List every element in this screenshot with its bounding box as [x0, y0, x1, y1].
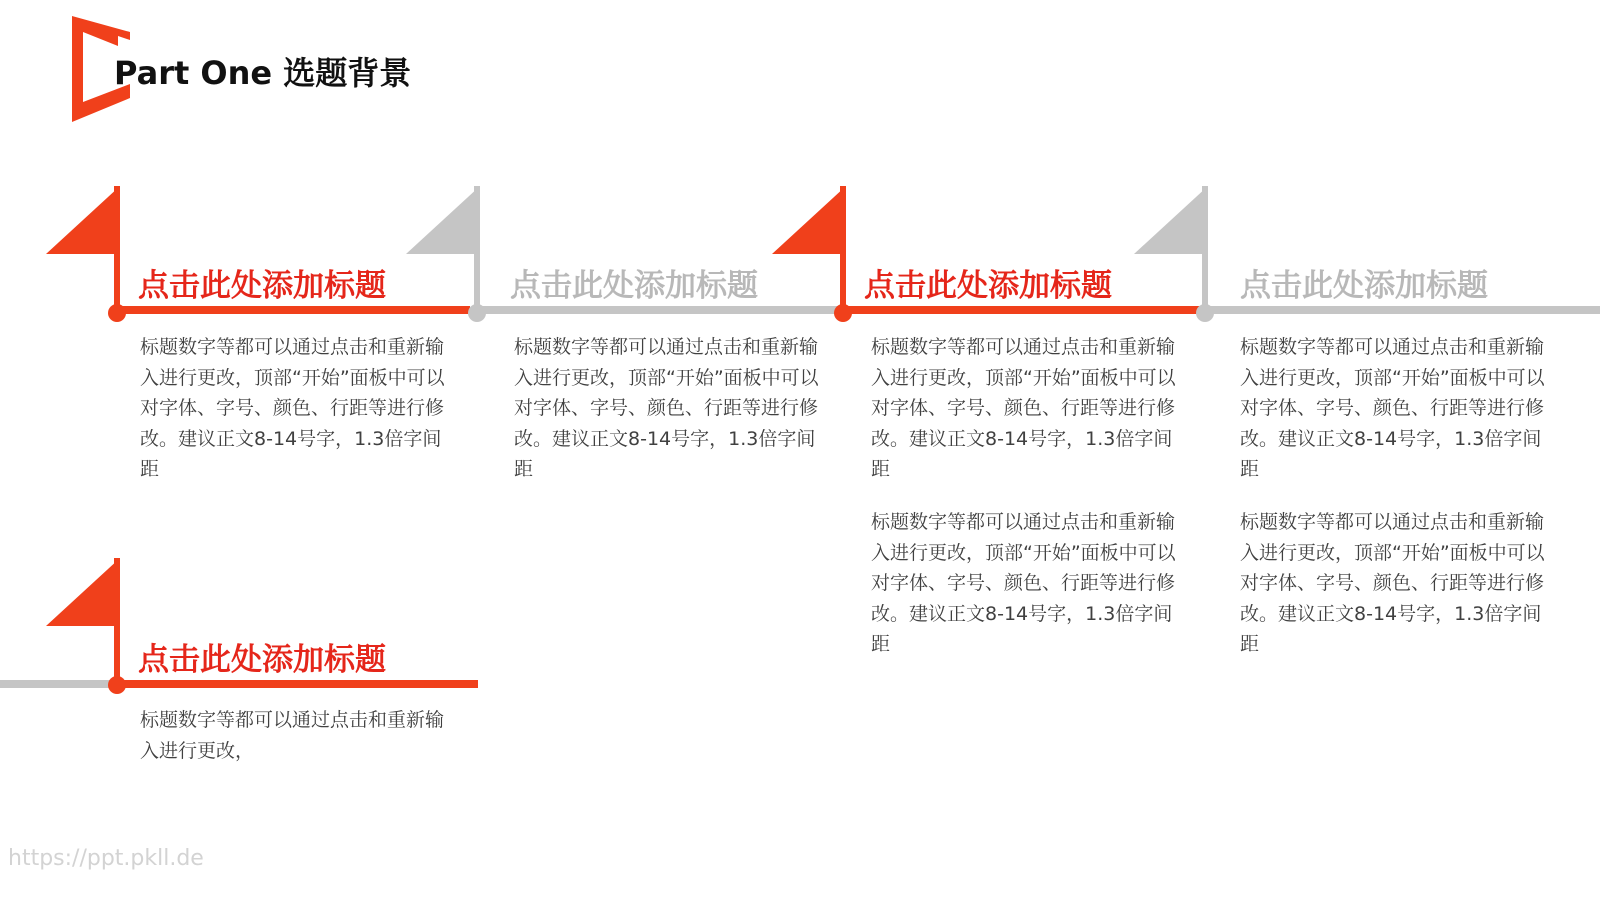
section-title-3[interactable]: 点击此处添加标题: [864, 268, 1112, 304]
section-body-4: 标题数字等都可以通过点击和重新输入进行更改，顶部“开始”面板中可以对字体、字号、颜色、行距等进行修改。建议正文8-14号字，1.3倍字间距: [1240, 336, 1545, 480]
flag-pole: [474, 186, 480, 312]
section-body-3: 标题数字等都可以通过点击和重新输入进行更改，顶部“开始”面板中可以对字体、字号、颜色、行距等进行修改。建议正文8-14号字，1.3倍字间距: [871, 336, 1176, 480]
flag-pole: [114, 186, 120, 312]
timeline-segment-left: [0, 680, 116, 688]
flag-pole: [840, 186, 846, 312]
flag-icon: [44, 186, 124, 256]
watermark-url: https://ppt.pkll.de: [8, 846, 204, 871]
timeline-dot: [834, 304, 852, 322]
section-title-5[interactable]: 点击此处添加标题: [138, 642, 386, 678]
flag-icon: [770, 186, 850, 256]
flag-icon: [404, 186, 484, 256]
timeline-dot: [108, 304, 126, 322]
flag-icon: [44, 558, 124, 628]
section-body-1: 标题数字等都可以通过点击和重新输入进行更改，顶部“开始”面板中可以对字体、字号、颜色、行距等进行修改。建议正文8-14号字，1.3倍字间距: [140, 336, 445, 480]
flag-pole: [1202, 186, 1208, 312]
section-title-2[interactable]: 点击此处添加标题: [510, 268, 758, 304]
timeline-segment-1: [118, 306, 470, 314]
timeline-dot: [468, 304, 486, 322]
flag-icon: [1132, 186, 1212, 256]
flag-pole: [114, 558, 120, 686]
timeline-segment-3: [842, 306, 1200, 314]
section-title-1[interactable]: 点击此处添加标题: [138, 268, 386, 304]
timeline-segment-4: [1206, 306, 1600, 314]
page-title: Part One 选题背景: [114, 54, 412, 92]
timeline-dot: [108, 676, 126, 694]
section-body-5: 标题数字等都可以通过点击和重新输入进行更改，: [140, 709, 445, 762]
timeline-segment-2: [478, 306, 840, 314]
timeline-segment-5: [118, 680, 478, 688]
section-body-2: 标题数字等都可以通过点击和重新输入进行更改，顶部“开始”面板中可以对字体、字号、颜色、行距等进行修改。建议正文8-14号字，1.3倍字间距: [514, 336, 819, 480]
section-title-4[interactable]: 点击此处添加标题: [1240, 268, 1488, 304]
section-body-4b: 标题数字等都可以通过点击和重新输入进行更改，顶部“开始”面板中可以对字体、字号、颜色、行距等进行修改。建议正文8-14号字，1.3倍字间距: [1240, 511, 1545, 655]
timeline-dot: [1196, 304, 1214, 322]
section-body-3b: 标题数字等都可以通过点击和重新输入进行更改，顶部“开始”面板中可以对字体、字号、颜色、行距等进行修改。建议正文8-14号字，1.3倍字间距: [871, 511, 1176, 655]
